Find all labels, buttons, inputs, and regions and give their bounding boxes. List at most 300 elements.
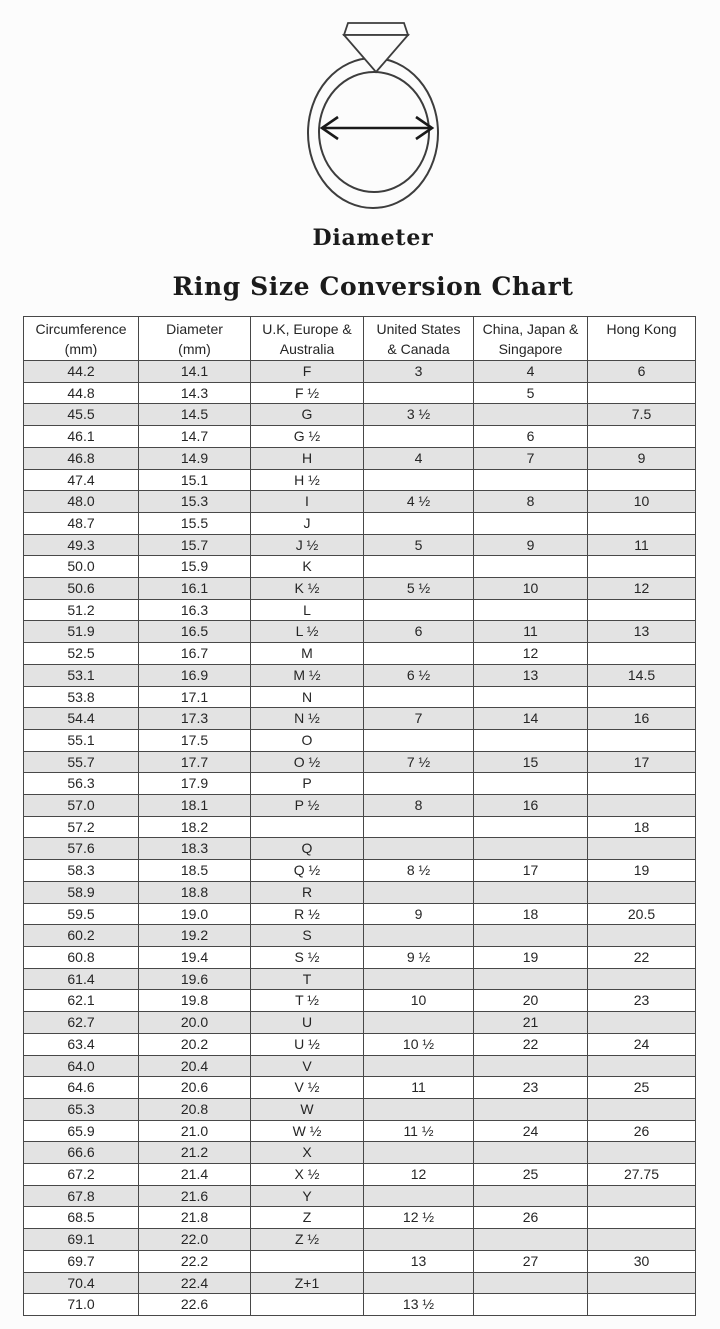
table-row <box>24 1120 696 1142</box>
table-cell: 27.75 <box>588 1164 696 1186</box>
table-cell <box>588 729 696 751</box>
ring-inner-band <box>319 72 429 192</box>
table-row <box>24 599 696 621</box>
table-cell: 18.8 <box>139 881 251 903</box>
table-row <box>24 1164 696 1186</box>
table-row <box>24 404 696 426</box>
table-cell: 14.9 <box>139 447 251 469</box>
table-cell: 19.6 <box>139 968 251 990</box>
table-cell <box>588 469 696 491</box>
table-cell: N ½ <box>251 708 364 730</box>
table-cell: 21.0 <box>139 1120 251 1142</box>
table-cell: 15.7 <box>139 534 251 556</box>
table-cell: 5 ½ <box>364 578 474 600</box>
table-cell: 14.3 <box>139 382 251 404</box>
table-cell <box>474 686 588 708</box>
table-cell: 8 ½ <box>364 860 474 882</box>
table-cell: 16.7 <box>139 643 251 665</box>
table-cell: 16 <box>474 795 588 817</box>
table-cell <box>364 469 474 491</box>
table-cell <box>588 686 696 708</box>
table-cell: 3 ½ <box>364 404 474 426</box>
table-cell: 67.8 <box>24 1185 139 1207</box>
table-cell <box>251 1294 364 1316</box>
table-cell: 10 <box>588 491 696 513</box>
table-row <box>24 686 696 708</box>
table-row <box>24 1142 696 1164</box>
table-cell: 6 ½ <box>364 664 474 686</box>
table-cell: 67.2 <box>24 1164 139 1186</box>
table-cell <box>474 968 588 990</box>
table-cell: 18 <box>474 903 588 925</box>
table-cell: T <box>251 968 364 990</box>
table-row <box>24 968 696 990</box>
table-cell <box>364 382 474 404</box>
table-cell: 51.9 <box>24 621 139 643</box>
table-cell <box>251 816 364 838</box>
table-row <box>24 578 696 600</box>
table-cell: 12 <box>474 643 588 665</box>
table-cell: P ½ <box>251 795 364 817</box>
table-row <box>24 382 696 404</box>
table-cell <box>364 925 474 947</box>
table-cell: T ½ <box>251 990 364 1012</box>
table-cell: 48.0 <box>24 491 139 513</box>
table-cell <box>364 1142 474 1164</box>
diamond-pavilion-facet <box>344 35 408 72</box>
table-cell: Z ½ <box>251 1229 364 1251</box>
table-cell: F <box>251 361 364 383</box>
table-cell: Z+1 <box>251 1272 364 1294</box>
table-cell <box>588 1207 696 1229</box>
table-cell: U ½ <box>251 1033 364 1055</box>
table-cell: 20 <box>474 990 588 1012</box>
table-cell: 7 ½ <box>364 751 474 773</box>
table-cell: 51.2 <box>24 599 139 621</box>
table-cell: Q <box>251 838 364 860</box>
table-cell: 21.8 <box>139 1207 251 1229</box>
table-cell: 4 <box>474 361 588 383</box>
table-cell: 16.1 <box>139 578 251 600</box>
table-cell: 71.0 <box>24 1294 139 1316</box>
table-cell <box>364 881 474 903</box>
table-cell: 17.7 <box>139 751 251 773</box>
table-cell: 70.4 <box>24 1272 139 1294</box>
table-cell: 22.4 <box>139 1272 251 1294</box>
table-cell: 11 ½ <box>364 1120 474 1142</box>
table-cell: 26 <box>588 1120 696 1142</box>
table-row <box>24 881 696 903</box>
table-cell <box>474 1229 588 1251</box>
table-row <box>24 534 696 556</box>
table-cell: 56.3 <box>24 773 139 795</box>
table-cell: 22 <box>588 946 696 968</box>
table-cell: 10 ½ <box>364 1033 474 1055</box>
table-cell: 30 <box>588 1250 696 1272</box>
table-cell: 12 <box>364 1164 474 1186</box>
table-cell <box>588 1229 696 1251</box>
table-row <box>24 1055 696 1077</box>
table-cell: 54.4 <box>24 708 139 730</box>
table-cell: 20.0 <box>139 1012 251 1034</box>
col-header-hong-kong: Hong Kong <box>588 317 696 361</box>
table-cell: 4 <box>364 447 474 469</box>
table-cell: 16.9 <box>139 664 251 686</box>
col-header-circumference: Circumference (mm) <box>24 317 139 361</box>
table-cell <box>364 556 474 578</box>
table-cell <box>588 426 696 448</box>
table-cell: 13 <box>588 621 696 643</box>
table-cell <box>588 599 696 621</box>
table-cell: 59.5 <box>24 903 139 925</box>
diameter-caption: Diameter <box>312 225 434 251</box>
table-cell: Q ½ <box>251 860 364 882</box>
table-cell: 55.7 <box>24 751 139 773</box>
table-row <box>24 469 696 491</box>
table-cell <box>588 773 696 795</box>
table-cell: 10 <box>474 578 588 600</box>
table-cell: O <box>251 729 364 751</box>
table-cell: 21.2 <box>139 1142 251 1164</box>
table-cell: 22.2 <box>139 1250 251 1272</box>
table-cell: 50.6 <box>24 578 139 600</box>
table-cell <box>588 382 696 404</box>
table-header <box>24 317 696 361</box>
table-cell: 16 <box>588 708 696 730</box>
table-cell <box>474 1142 588 1164</box>
table-cell: 66.6 <box>24 1142 139 1164</box>
table-row <box>24 1185 696 1207</box>
table-cell <box>251 1250 364 1272</box>
table-cell: 17.9 <box>139 773 251 795</box>
table-row <box>24 1229 696 1251</box>
table-row <box>24 816 696 838</box>
table-cell: R ½ <box>251 903 364 925</box>
table-cell: 20.8 <box>139 1098 251 1120</box>
table-cell: 12 ½ <box>364 1207 474 1229</box>
table-cell <box>588 643 696 665</box>
table-cell: 20.5 <box>588 903 696 925</box>
table-row <box>24 773 696 795</box>
table-cell: R <box>251 881 364 903</box>
table-cell: S <box>251 925 364 947</box>
table-cell: W <box>251 1098 364 1120</box>
table-row <box>24 860 696 882</box>
page-title: Ring Size Conversion Chart <box>172 272 574 301</box>
table-cell <box>364 1229 474 1251</box>
table-cell: X <box>251 1142 364 1164</box>
table-cell: 5 <box>474 382 588 404</box>
table-cell <box>588 1142 696 1164</box>
table-row <box>24 361 696 383</box>
table-row <box>24 664 696 686</box>
table-cell: 13 <box>474 664 588 686</box>
table-cell: 15.3 <box>139 491 251 513</box>
table-cell <box>588 1272 696 1294</box>
table-cell <box>474 512 588 534</box>
table-cell <box>364 1012 474 1034</box>
table-cell: N <box>251 686 364 708</box>
col-header-us-canada: United States & Canada <box>364 317 474 361</box>
table-cell <box>364 1055 474 1077</box>
table-cell: G <box>251 404 364 426</box>
table-cell: 14.7 <box>139 426 251 448</box>
table-cell <box>588 1185 696 1207</box>
table-cell <box>364 599 474 621</box>
table-cell: 64.0 <box>24 1055 139 1077</box>
table-cell: W ½ <box>251 1120 364 1142</box>
table-cell: 50.0 <box>24 556 139 578</box>
table-cell: 17 <box>474 860 588 882</box>
table-cell <box>364 773 474 795</box>
table-cell: 7 <box>364 708 474 730</box>
table-row <box>24 426 696 448</box>
table-cell: 23 <box>474 1077 588 1099</box>
table-cell <box>474 1272 588 1294</box>
table-row <box>24 556 696 578</box>
table-cell <box>474 404 588 426</box>
table-cell: 18 <box>588 816 696 838</box>
table-cell: 13 ½ <box>364 1294 474 1316</box>
table-cell: 21 <box>474 1012 588 1034</box>
table-cell: 18.5 <box>139 860 251 882</box>
table-cell: 25 <box>474 1164 588 1186</box>
table-cell: 23 <box>588 990 696 1012</box>
table-cell: 46.8 <box>24 447 139 469</box>
table-cell: 19.4 <box>139 946 251 968</box>
table-cell: L ½ <box>251 621 364 643</box>
table-cell: V ½ <box>251 1077 364 1099</box>
table-cell: 6 <box>364 621 474 643</box>
table-cell: 62.1 <box>24 990 139 1012</box>
table-cell: 22.6 <box>139 1294 251 1316</box>
table-cell <box>474 469 588 491</box>
table-cell <box>474 599 588 621</box>
table-cell: 64.6 <box>24 1077 139 1099</box>
table-row <box>24 1294 696 1316</box>
table-cell: H <box>251 447 364 469</box>
table-cell <box>588 1098 696 1120</box>
table-row <box>24 1272 696 1294</box>
table-cell: 69.1 <box>24 1229 139 1251</box>
table-cell: 17.1 <box>139 686 251 708</box>
table-row <box>24 1098 696 1120</box>
table-cell <box>474 881 588 903</box>
table-cell: 13 <box>364 1250 474 1272</box>
table-cell: 11 <box>474 621 588 643</box>
table-cell: 7 <box>474 447 588 469</box>
table-cell: 14.5 <box>588 664 696 686</box>
table-cell: 18.3 <box>139 838 251 860</box>
table-cell: 49.3 <box>24 534 139 556</box>
table-cell: 16.5 <box>139 621 251 643</box>
table-row <box>24 925 696 947</box>
table-cell: 58.3 <box>24 860 139 882</box>
table-cell: 19.0 <box>139 903 251 925</box>
table-cell: 21.6 <box>139 1185 251 1207</box>
table-cell: 9 <box>474 534 588 556</box>
table-cell: 24 <box>474 1120 588 1142</box>
table-cell: 68.5 <box>24 1207 139 1229</box>
table-row <box>24 990 696 1012</box>
table-cell: K <box>251 556 364 578</box>
table-cell: 14.1 <box>139 361 251 383</box>
table-cell: 61.4 <box>24 968 139 990</box>
table-cell <box>474 1185 588 1207</box>
table-cell: 7.5 <box>588 404 696 426</box>
table-cell: 24 <box>588 1033 696 1055</box>
table-cell: 57.6 <box>24 838 139 860</box>
table-cell: 6 <box>588 361 696 383</box>
table-cell <box>588 1012 696 1034</box>
table-cell: 47.4 <box>24 469 139 491</box>
ring-size-conversion-table <box>23 316 696 1316</box>
table-cell: 10 <box>364 990 474 1012</box>
diamond-table-facet <box>344 23 408 35</box>
table-cell: 14.5 <box>139 404 251 426</box>
table-cell <box>364 686 474 708</box>
table-cell: M <box>251 643 364 665</box>
table-cell: L <box>251 599 364 621</box>
table-cell: 8 <box>364 795 474 817</box>
table-cell <box>364 816 474 838</box>
table-cell: 62.7 <box>24 1012 139 1034</box>
table-row <box>24 643 696 665</box>
table-cell: 17.3 <box>139 708 251 730</box>
table-cell <box>364 838 474 860</box>
table-cell: 11 <box>364 1077 474 1099</box>
table-row <box>24 708 696 730</box>
table-cell: V <box>251 1055 364 1077</box>
table-cell: 11 <box>588 534 696 556</box>
table-row <box>24 1207 696 1229</box>
table-cell <box>588 881 696 903</box>
table-row <box>24 729 696 751</box>
table-cell: 19 <box>588 860 696 882</box>
table-cell: 57.0 <box>24 795 139 817</box>
table-cell: 15.5 <box>139 512 251 534</box>
table-cell <box>364 1272 474 1294</box>
ring-diagram <box>298 13 448 213</box>
table-cell: 19.8 <box>139 990 251 1012</box>
table-cell: 27 <box>474 1250 588 1272</box>
table-cell: 4 ½ <box>364 491 474 513</box>
table-cell <box>364 512 474 534</box>
col-header-uk-europe-australia: U.K, Europe & Australia <box>251 317 364 361</box>
table-cell: 52.5 <box>24 643 139 665</box>
table-cell: 60.8 <box>24 946 139 968</box>
table-cell: 14 <box>474 708 588 730</box>
table-row <box>24 795 696 817</box>
table-cell: 19 <box>474 946 588 968</box>
table-cell: M ½ <box>251 664 364 686</box>
table-cell <box>588 968 696 990</box>
table-cell: 25 <box>588 1077 696 1099</box>
table-cell: 22 <box>474 1033 588 1055</box>
table-cell <box>474 1055 588 1077</box>
table-cell <box>474 925 588 947</box>
diamond-ring-with-diameter-arrow-icon <box>298 13 448 213</box>
table-cell <box>474 1294 588 1316</box>
table-row <box>24 512 696 534</box>
table-cell <box>588 795 696 817</box>
table-body <box>24 361 696 1316</box>
table-row <box>24 1033 696 1055</box>
table-cell: 17 <box>588 751 696 773</box>
table-cell <box>364 643 474 665</box>
table-cell: 9 ½ <box>364 946 474 968</box>
table-cell <box>588 512 696 534</box>
table-cell: 55.1 <box>24 729 139 751</box>
table-cell <box>588 1055 696 1077</box>
table-cell <box>474 1098 588 1120</box>
col-header-diameter: Diameter (mm) <box>139 317 251 361</box>
table-cell: 65.3 <box>24 1098 139 1120</box>
table-cell: 48.7 <box>24 512 139 534</box>
table-cell <box>588 838 696 860</box>
table-cell: 44.8 <box>24 382 139 404</box>
table-cell: 3 <box>364 361 474 383</box>
table-cell: 21.4 <box>139 1164 251 1186</box>
table-row <box>24 751 696 773</box>
table-cell: 53.8 <box>24 686 139 708</box>
table-cell: 12 <box>588 578 696 600</box>
table-cell <box>364 1098 474 1120</box>
table-cell: O ½ <box>251 751 364 773</box>
table-cell: 15 <box>474 751 588 773</box>
table-cell <box>588 1294 696 1316</box>
table-cell: 19.2 <box>139 925 251 947</box>
table-cell: 9 <box>364 903 474 925</box>
table-cell: 20.4 <box>139 1055 251 1077</box>
table-cell: 26 <box>474 1207 588 1229</box>
table-header-row <box>24 317 696 361</box>
table-cell <box>474 773 588 795</box>
table-cell <box>364 968 474 990</box>
table-cell <box>474 838 588 860</box>
table-cell: F ½ <box>251 382 364 404</box>
table-cell: 58.9 <box>24 881 139 903</box>
table-row <box>24 447 696 469</box>
table-cell: 20.6 <box>139 1077 251 1099</box>
table-cell: 18.1 <box>139 795 251 817</box>
table-cell: 5 <box>364 534 474 556</box>
table-cell: X ½ <box>251 1164 364 1186</box>
table-cell: 46.1 <box>24 426 139 448</box>
table-cell: 60.2 <box>24 925 139 947</box>
table-cell: 15.1 <box>139 469 251 491</box>
table-cell <box>364 426 474 448</box>
table-cell: Z <box>251 1207 364 1229</box>
table-cell: H ½ <box>251 469 364 491</box>
table-cell: 15.9 <box>139 556 251 578</box>
table-cell: Y <box>251 1185 364 1207</box>
table-cell: 17.5 <box>139 729 251 751</box>
table-cell: 57.2 <box>24 816 139 838</box>
table-cell: 65.9 <box>24 1120 139 1142</box>
table-row <box>24 1012 696 1034</box>
table-cell: K ½ <box>251 578 364 600</box>
table-cell: 44.2 <box>24 361 139 383</box>
table-row <box>24 491 696 513</box>
table-cell: G ½ <box>251 426 364 448</box>
table-cell: 69.7 <box>24 1250 139 1272</box>
table-row <box>24 1250 696 1272</box>
table-cell <box>474 816 588 838</box>
table-cell: 53.1 <box>24 664 139 686</box>
table-cell <box>588 925 696 947</box>
table-cell: U <box>251 1012 364 1034</box>
